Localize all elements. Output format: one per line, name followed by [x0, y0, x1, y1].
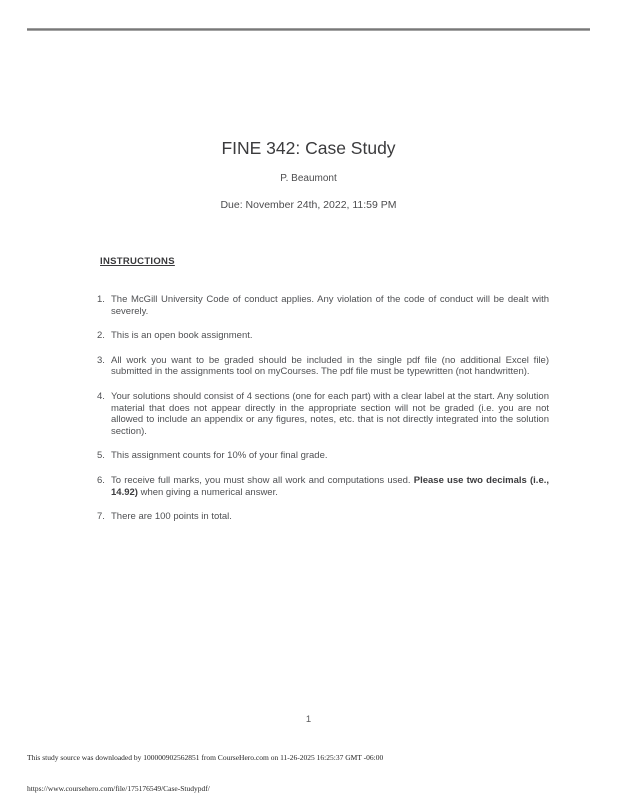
- instruction-item: [97, 294, 549, 317]
- list-number: 6.: [97, 474, 105, 486]
- instruction-item: [97, 511, 549, 523]
- instruction-text: [111, 355, 549, 378]
- instruction-item: [97, 355, 549, 378]
- instruction-text: [111, 450, 549, 462]
- list-number: 5.: [97, 450, 105, 462]
- instructions-list: [97, 294, 549, 536]
- instruction-item: [97, 450, 549, 462]
- instruction-text-pre: Your solutions should consist of 4 sections (one for each part) with a clear label at the start. Any solution material that does not appear directly in the appropriate section will not be graded (i.e. you are not allowed to include an appendix or any figures, notes, etc. that is not directly integrated into the solution section).: [111, 390, 549, 437]
- author-line: P. Beaumont: [280, 173, 337, 184]
- instruction-text-pre: All work you want to be graded should be included in the single pdf file (no additional Excel file) submitted in the assignments tool on myCourses. The pdf file must be typewritten (not handwritten).: [111, 354, 549, 378]
- page-title: FINE 342: Case Study: [221, 138, 396, 158]
- due-date-line: Due: November 24th, 2022, 11:59 PM: [220, 199, 397, 211]
- instruction-text-pre: This assignment counts for 10% of your final grade.: [111, 450, 328, 462]
- coursehero-source-url[interactable]: https://www.coursehero.com/file/175176549/Case-Studypdf/: [27, 784, 210, 793]
- list-number: 2.: [97, 330, 105, 342]
- instruction-item: [97, 330, 549, 342]
- page-top-rule: [27, 28, 590, 31]
- instruction-text-pre: To receive full marks, you must show all work and computations used.: [111, 474, 414, 486]
- instruction-item: [97, 475, 549, 498]
- list-number: 4.: [97, 390, 105, 402]
- list-number: 7.: [97, 511, 105, 523]
- instruction-text: [111, 391, 549, 437]
- instruction-text-pre: This is an open book assignment.: [111, 330, 253, 342]
- instruction-text: [111, 330, 549, 342]
- page-number: 1: [305, 714, 312, 725]
- list-number: 1.: [97, 294, 105, 305]
- instruction-text: [111, 511, 549, 523]
- instructions-heading: INSTRUCTIONS: [100, 256, 175, 267]
- instruction-text: [111, 475, 549, 498]
- list-number: 3.: [97, 354, 105, 366]
- instruction-text-bold: Please use two decimals (i.e., 14.92): [111, 474, 550, 498]
- instruction-text: [111, 294, 549, 317]
- instruction-text-pre: The McGill University Code of conduct applies. Any violation of the code of conduct will be dealt with severely.: [111, 294, 549, 317]
- coursehero-download-notice: This study source was downloaded by 100000902562851 from CourseHero.com on 11-26-2025 16:25:37 GMT -06:00: [27, 753, 384, 762]
- instruction-item: [97, 391, 549, 437]
- instruction-text-post: when giving a numerical answer.: [137, 486, 278, 498]
- instruction-text-pre: There are 100 points in total.: [111, 511, 232, 523]
